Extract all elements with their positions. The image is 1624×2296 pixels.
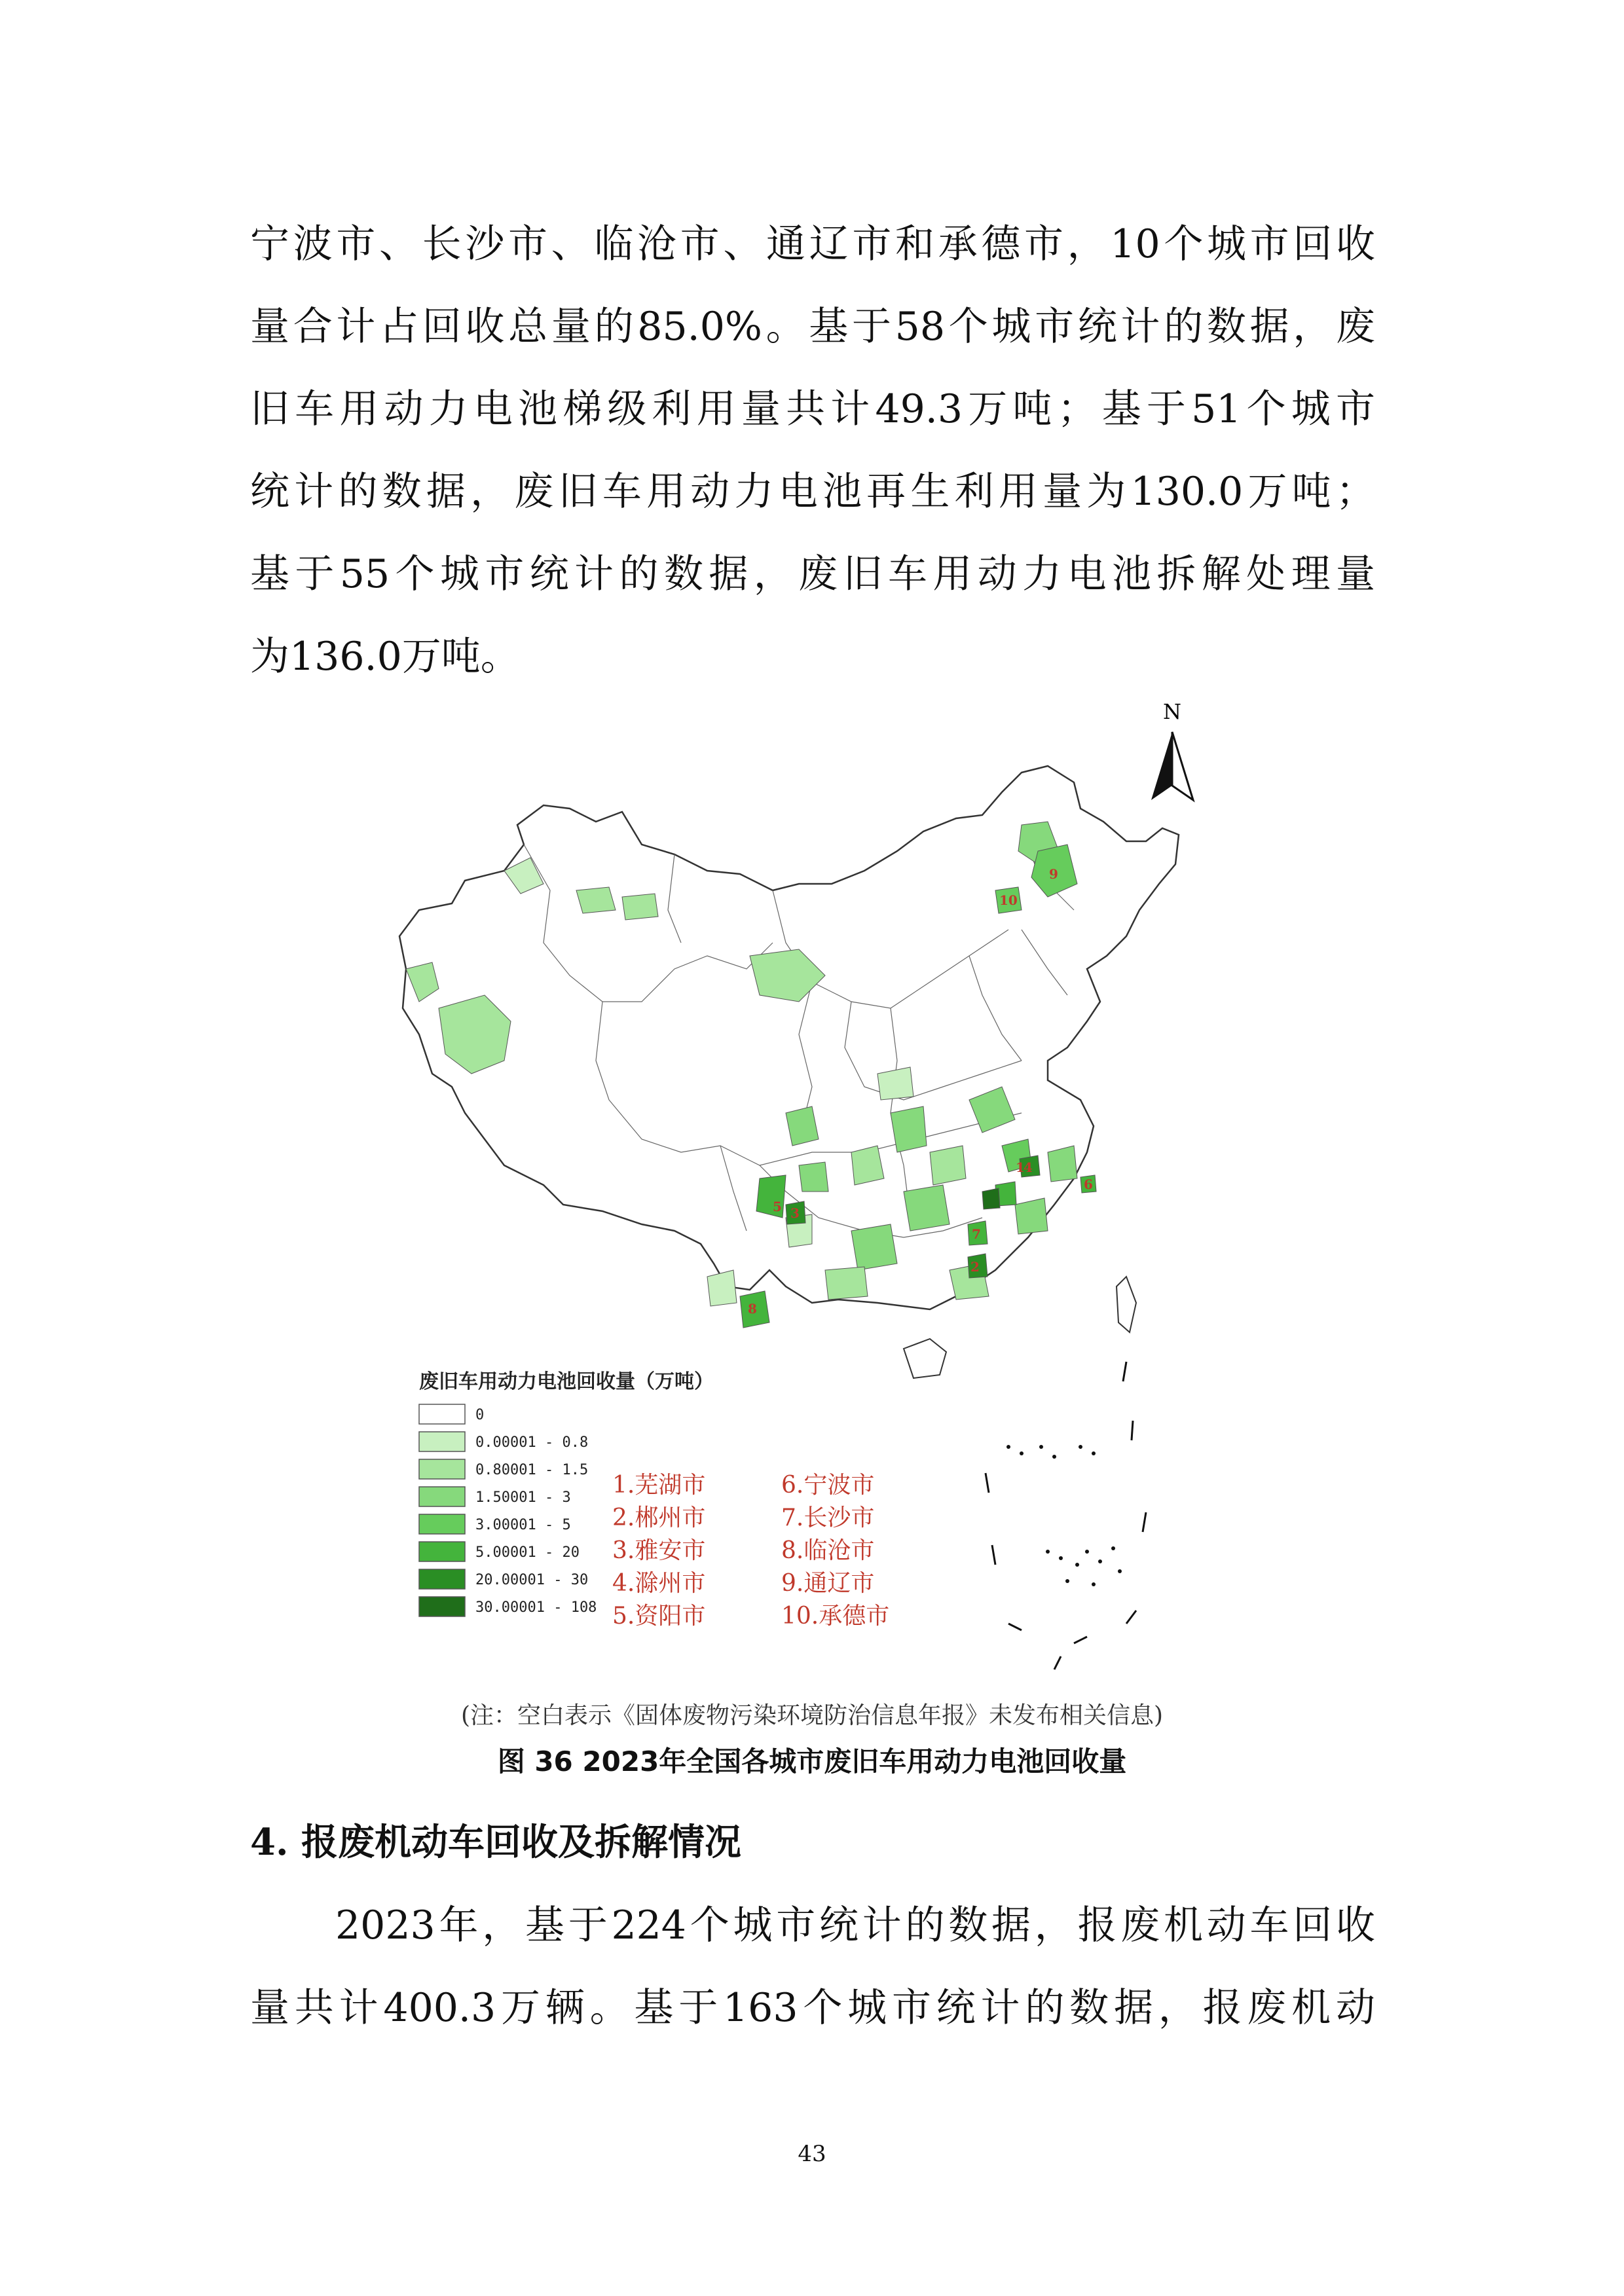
legend-label: 3.00001 - 5 <box>475 1517 571 1533</box>
map-number-2: 2 <box>970 1259 980 1275</box>
paragraph-line: 量共计400.3万辆。基于163个城市统计的数据，报废机动 <box>250 1985 1375 2031</box>
paragraph-line: 基于55个城市统计的数据，废旧车用动力电池拆解处理量 <box>250 551 1375 597</box>
body-paragraph-2 <box>250 1884 1375 2049</box>
legend-swatch <box>419 1404 465 1424</box>
map-number-3: 3 <box>790 1205 800 1221</box>
legend-label: 20.00001 - 30 <box>475 1572 589 1588</box>
paragraph-line: 量合计占回收总量的85.0%。基于58个城市统计的数据，废 <box>250 304 1375 350</box>
body-paragraph-1 <box>250 203 1375 698</box>
map-number-8: 8 <box>748 1301 757 1317</box>
legend-swatch <box>419 1514 465 1534</box>
nine-dash-line <box>986 1362 1146 1669</box>
city-list-item: 4.滁州市 <box>612 1570 706 1597</box>
legend-swatch <box>419 1459 465 1479</box>
taiwan-island <box>1116 1277 1136 1332</box>
legend-swatch <box>419 1432 465 1451</box>
north-arrow-icon <box>1151 699 1193 800</box>
map-number-4: 4 <box>1024 1159 1033 1175</box>
city-list-item: 7.长沙市 <box>781 1504 875 1531</box>
section-heading: 4. 报废机动车回收及拆解情况 <box>250 1821 741 1864</box>
map-number-1: 1 <box>1016 1159 1025 1175</box>
legend-label: 1.50001 - 3 <box>475 1489 571 1506</box>
city-list-item: 6.宁波市 <box>781 1472 875 1499</box>
legend-swatch <box>419 1597 465 1616</box>
city-list-item: 2.郴州市 <box>612 1504 706 1531</box>
legend-label: 0 <box>475 1407 485 1423</box>
map-number-9: 9 <box>1049 866 1058 882</box>
legend-label: 5.00001 - 20 <box>475 1544 580 1561</box>
city-list-item: 5.资阳市 <box>612 1603 706 1630</box>
city-list-item: 3.雅安市 <box>612 1537 706 1564</box>
china-map-figure <box>393 694 1205 1696</box>
city-list <box>612 1472 889 1630</box>
city-list-item: 10.承德市 <box>781 1603 890 1630</box>
legend-label: 30.00001 - 108 <box>475 1599 597 1616</box>
map-number-10: 10 <box>999 892 1018 908</box>
page-number: 43 <box>798 2141 826 2167</box>
legend-swatch <box>419 1569 465 1589</box>
city-list-item: 1.芜湖市 <box>612 1472 706 1499</box>
map-number-6: 6 <box>1084 1176 1093 1192</box>
hainan-island <box>904 1339 946 1378</box>
figure-caption: 图 36 2023年全国各城市废旧车用动力电池回收量 <box>497 1745 1127 1777</box>
city-list-item: 8.临沧市 <box>781 1537 875 1564</box>
paragraph-line: 2023年，基于224个城市统计的数据，报废机动车回收 <box>335 1903 1375 1948</box>
legend-swatch <box>419 1487 465 1506</box>
paragraph-line: 为136.0万吨。 <box>250 634 520 680</box>
map-number-5: 5 <box>773 1199 782 1214</box>
legend-label: 0.00001 - 0.8 <box>475 1434 589 1451</box>
map-number-7: 7 <box>972 1226 981 1242</box>
figure-note: (注：空白表示《固体废物污染环境防治信息年报》未发布相关信息) <box>460 1702 1164 1729</box>
city-list-item: 9.通辽市 <box>781 1570 875 1597</box>
paragraph-line: 旧车用动力电池梯级利用量共计49.3万吨；基于51个城市 <box>250 386 1375 432</box>
legend-label: 0.80001 - 1.5 <box>475 1462 589 1478</box>
south-china-sea-islands <box>1006 1445 1122 1586</box>
legend-swatch <box>419 1542 465 1561</box>
north-label: N <box>1163 699 1181 724</box>
paragraph-line: 统计的数据，废旧车用动力电池再生利用量为130.0万吨； <box>250 469 1375 515</box>
legend-title: 废旧车用动力电池回收量（万吨） <box>419 1370 714 1393</box>
paragraph-line: 宁波市、长沙市、临沧市、通辽市和承德市，10个城市回收 <box>250 221 1375 267</box>
